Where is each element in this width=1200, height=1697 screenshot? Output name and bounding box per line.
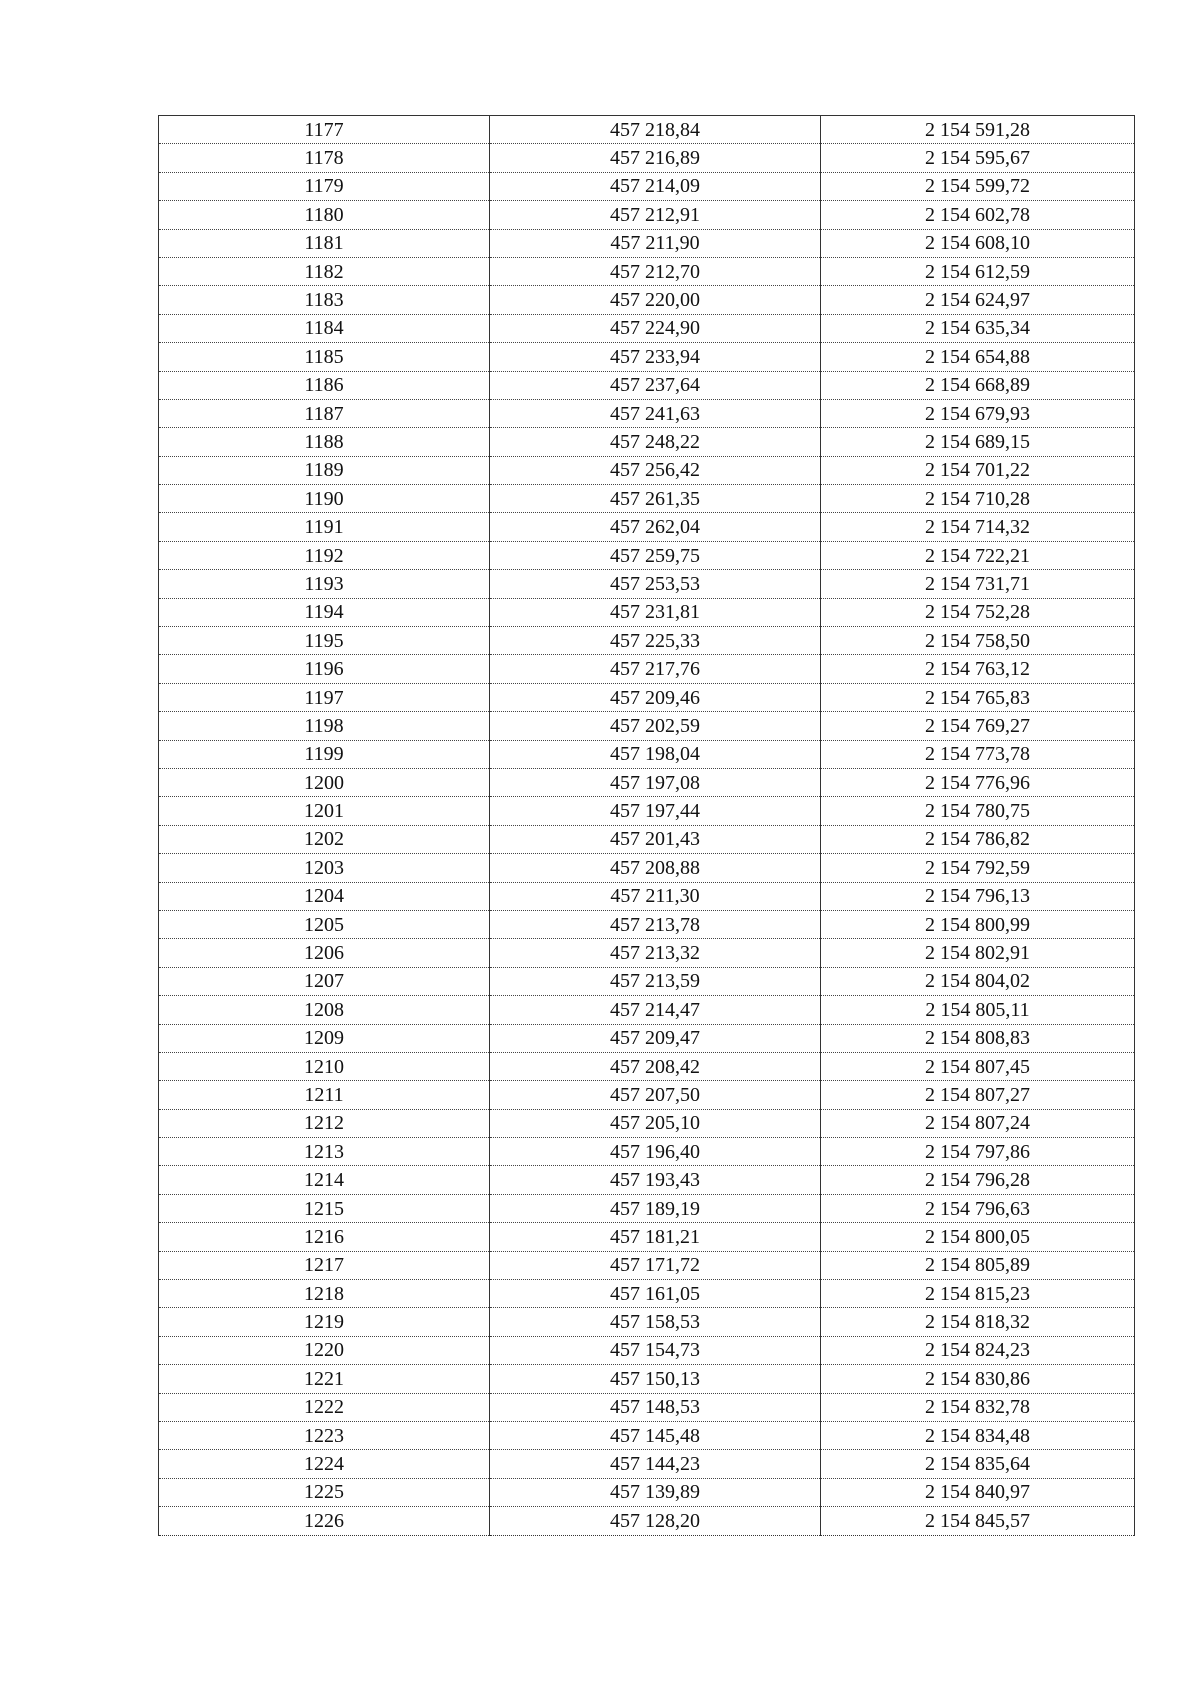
x-coordinate-cell: 457 198,04 bbox=[490, 740, 821, 768]
x-coordinate-cell: 457 197,08 bbox=[490, 768, 821, 796]
table-row bbox=[159, 399, 1135, 427]
point-number-cell: 1208 bbox=[159, 996, 490, 1024]
table-row bbox=[159, 1421, 1135, 1449]
point-number-cell: 1192 bbox=[159, 541, 490, 569]
table-row bbox=[159, 655, 1135, 683]
point-number-cell: 1177 bbox=[159, 116, 490, 144]
x-coordinate-cell: 457 237,64 bbox=[490, 371, 821, 399]
table-row bbox=[159, 712, 1135, 740]
y-coordinate-cell: 2 154 815,23 bbox=[821, 1280, 1135, 1308]
y-coordinate-cell: 2 154 802,91 bbox=[821, 939, 1135, 967]
point-number-cell: 1180 bbox=[159, 201, 490, 229]
table-row bbox=[159, 1336, 1135, 1364]
y-coordinate-cell: 2 154 765,83 bbox=[821, 683, 1135, 711]
point-number-cell: 1225 bbox=[159, 1478, 490, 1506]
point-number-cell: 1211 bbox=[159, 1081, 490, 1109]
x-coordinate-cell: 457 161,05 bbox=[490, 1280, 821, 1308]
y-coordinate-cell: 2 154 834,48 bbox=[821, 1421, 1135, 1449]
x-coordinate-cell: 457 231,81 bbox=[490, 598, 821, 626]
x-coordinate-cell: 457 207,50 bbox=[490, 1081, 821, 1109]
y-coordinate-cell: 2 154 679,93 bbox=[821, 399, 1135, 427]
x-coordinate-cell: 457 212,70 bbox=[490, 257, 821, 285]
y-coordinate-cell: 2 154 796,13 bbox=[821, 882, 1135, 910]
point-number-cell: 1199 bbox=[159, 740, 490, 768]
point-number-cell: 1194 bbox=[159, 598, 490, 626]
x-coordinate-cell: 457 209,46 bbox=[490, 683, 821, 711]
point-number-cell: 1214 bbox=[159, 1166, 490, 1194]
x-coordinate-cell: 457 225,33 bbox=[490, 627, 821, 655]
table-row bbox=[159, 513, 1135, 541]
table-row bbox=[159, 967, 1135, 995]
x-coordinate-cell: 457 189,19 bbox=[490, 1194, 821, 1222]
x-coordinate-cell: 457 253,53 bbox=[490, 570, 821, 598]
point-number-cell: 1198 bbox=[159, 712, 490, 740]
point-number-cell: 1195 bbox=[159, 627, 490, 655]
table-row bbox=[159, 1308, 1135, 1336]
table-row bbox=[159, 1223, 1135, 1251]
y-coordinate-cell: 2 154 612,59 bbox=[821, 257, 1135, 285]
x-coordinate-cell: 457 197,44 bbox=[490, 797, 821, 825]
table-row bbox=[159, 996, 1135, 1024]
x-coordinate-cell: 457 241,63 bbox=[490, 399, 821, 427]
x-coordinate-cell: 457 217,76 bbox=[490, 655, 821, 683]
point-number-cell: 1181 bbox=[159, 229, 490, 257]
x-coordinate-cell: 457 202,59 bbox=[490, 712, 821, 740]
table-row bbox=[159, 428, 1135, 456]
y-coordinate-cell: 2 154 689,15 bbox=[821, 428, 1135, 456]
x-coordinate-cell: 457 213,78 bbox=[490, 910, 821, 938]
point-number-cell: 1219 bbox=[159, 1308, 490, 1336]
table-row bbox=[159, 1138, 1135, 1166]
x-coordinate-cell: 457 158,53 bbox=[490, 1308, 821, 1336]
table-row bbox=[159, 1393, 1135, 1421]
table-row bbox=[159, 257, 1135, 285]
x-coordinate-cell: 457 212,91 bbox=[490, 201, 821, 229]
table-row bbox=[159, 1194, 1135, 1222]
x-coordinate-cell: 457 218,84 bbox=[490, 116, 821, 144]
y-coordinate-cell: 2 154 635,34 bbox=[821, 314, 1135, 342]
x-coordinate-cell: 457 201,43 bbox=[490, 825, 821, 853]
y-coordinate-cell: 2 154 599,72 bbox=[821, 172, 1135, 200]
point-number-cell: 1204 bbox=[159, 882, 490, 910]
point-number-cell: 1200 bbox=[159, 768, 490, 796]
x-coordinate-cell: 457 208,42 bbox=[490, 1052, 821, 1080]
table-row bbox=[159, 1024, 1135, 1052]
y-coordinate-cell: 2 154 805,89 bbox=[821, 1251, 1135, 1279]
table-row bbox=[159, 286, 1135, 314]
y-coordinate-cell: 2 154 722,21 bbox=[821, 541, 1135, 569]
table-row bbox=[159, 456, 1135, 484]
table-row bbox=[159, 371, 1135, 399]
point-number-cell: 1218 bbox=[159, 1280, 490, 1308]
y-coordinate-cell: 2 154 792,59 bbox=[821, 854, 1135, 882]
y-coordinate-cell: 2 154 808,83 bbox=[821, 1024, 1135, 1052]
y-coordinate-cell: 2 154 780,75 bbox=[821, 797, 1135, 825]
point-number-cell: 1184 bbox=[159, 314, 490, 342]
point-number-cell: 1212 bbox=[159, 1109, 490, 1137]
y-coordinate-cell: 2 154 624,97 bbox=[821, 286, 1135, 314]
x-coordinate-cell: 457 214,47 bbox=[490, 996, 821, 1024]
x-coordinate-cell: 457 216,89 bbox=[490, 144, 821, 172]
y-coordinate-cell: 2 154 731,71 bbox=[821, 570, 1135, 598]
table-row bbox=[159, 1365, 1135, 1393]
y-coordinate-cell: 2 154 668,89 bbox=[821, 371, 1135, 399]
y-coordinate-cell: 2 154 807,45 bbox=[821, 1052, 1135, 1080]
x-coordinate-cell: 457 196,40 bbox=[490, 1138, 821, 1166]
y-coordinate-cell: 2 154 591,28 bbox=[821, 116, 1135, 144]
coordinates-table-body bbox=[159, 116, 1135, 1536]
table-row bbox=[159, 740, 1135, 768]
table-row bbox=[159, 485, 1135, 513]
y-coordinate-cell: 2 154 714,32 bbox=[821, 513, 1135, 541]
point-number-cell: 1197 bbox=[159, 683, 490, 711]
table-row bbox=[159, 172, 1135, 200]
point-number-cell: 1186 bbox=[159, 371, 490, 399]
y-coordinate-cell: 2 154 786,82 bbox=[821, 825, 1135, 853]
x-coordinate-cell: 457 148,53 bbox=[490, 1393, 821, 1421]
point-number-cell: 1209 bbox=[159, 1024, 490, 1052]
table-row bbox=[159, 1478, 1135, 1506]
x-coordinate-cell: 457 220,00 bbox=[490, 286, 821, 314]
point-number-cell: 1216 bbox=[159, 1223, 490, 1251]
table-row bbox=[159, 229, 1135, 257]
y-coordinate-cell: 2 154 800,05 bbox=[821, 1223, 1135, 1251]
y-coordinate-cell: 2 154 800,99 bbox=[821, 910, 1135, 938]
point-number-cell: 1215 bbox=[159, 1194, 490, 1222]
y-coordinate-cell: 2 154 769,27 bbox=[821, 712, 1135, 740]
x-coordinate-cell: 457 209,47 bbox=[490, 1024, 821, 1052]
table-row bbox=[159, 144, 1135, 172]
point-number-cell: 1223 bbox=[159, 1421, 490, 1449]
table-row bbox=[159, 116, 1135, 144]
point-number-cell: 1207 bbox=[159, 967, 490, 995]
table-row bbox=[159, 1251, 1135, 1279]
x-coordinate-cell: 457 145,48 bbox=[490, 1421, 821, 1449]
point-number-cell: 1191 bbox=[159, 513, 490, 541]
y-coordinate-cell: 2 154 758,50 bbox=[821, 627, 1135, 655]
y-coordinate-cell: 2 154 776,96 bbox=[821, 768, 1135, 796]
point-number-cell: 1213 bbox=[159, 1138, 490, 1166]
table-row bbox=[159, 343, 1135, 371]
y-coordinate-cell: 2 154 807,24 bbox=[821, 1109, 1135, 1137]
point-number-cell: 1196 bbox=[159, 655, 490, 683]
x-coordinate-cell: 457 261,35 bbox=[490, 485, 821, 513]
y-coordinate-cell: 2 154 835,64 bbox=[821, 1450, 1135, 1478]
table-row bbox=[159, 683, 1135, 711]
x-coordinate-cell: 457 128,20 bbox=[490, 1507, 821, 1535]
x-coordinate-cell: 457 214,09 bbox=[490, 172, 821, 200]
y-coordinate-cell: 2 154 845,57 bbox=[821, 1507, 1135, 1535]
y-coordinate-cell: 2 154 797,86 bbox=[821, 1138, 1135, 1166]
y-coordinate-cell: 2 154 805,11 bbox=[821, 996, 1135, 1024]
y-coordinate-cell: 2 154 710,28 bbox=[821, 485, 1135, 513]
x-coordinate-cell: 457 154,73 bbox=[490, 1336, 821, 1364]
y-coordinate-cell: 2 154 654,88 bbox=[821, 343, 1135, 371]
y-coordinate-cell: 2 154 701,22 bbox=[821, 456, 1135, 484]
table-row bbox=[159, 1166, 1135, 1194]
table-row bbox=[159, 825, 1135, 853]
y-coordinate-cell: 2 154 796,63 bbox=[821, 1194, 1135, 1222]
point-number-cell: 1179 bbox=[159, 172, 490, 200]
x-coordinate-cell: 457 248,22 bbox=[490, 428, 821, 456]
point-number-cell: 1203 bbox=[159, 854, 490, 882]
x-coordinate-cell: 457 171,72 bbox=[490, 1251, 821, 1279]
x-coordinate-cell: 457 262,04 bbox=[490, 513, 821, 541]
x-coordinate-cell: 457 208,88 bbox=[490, 854, 821, 882]
table-row bbox=[159, 201, 1135, 229]
y-coordinate-cell: 2 154 804,02 bbox=[821, 967, 1135, 995]
table-row bbox=[159, 1280, 1135, 1308]
y-coordinate-cell: 2 154 818,32 bbox=[821, 1308, 1135, 1336]
point-number-cell: 1178 bbox=[159, 144, 490, 172]
table-row bbox=[159, 854, 1135, 882]
table-row bbox=[159, 598, 1135, 626]
point-number-cell: 1210 bbox=[159, 1052, 490, 1080]
coordinates-table bbox=[158, 115, 1135, 1536]
point-number-cell: 1222 bbox=[159, 1393, 490, 1421]
point-number-cell: 1202 bbox=[159, 825, 490, 853]
x-coordinate-cell: 457 205,10 bbox=[490, 1109, 821, 1137]
table-row bbox=[159, 627, 1135, 655]
y-coordinate-cell: 2 154 824,23 bbox=[821, 1336, 1135, 1364]
table-row bbox=[159, 1450, 1135, 1478]
x-coordinate-cell: 457 213,59 bbox=[490, 967, 821, 995]
point-number-cell: 1182 bbox=[159, 257, 490, 285]
table-row bbox=[159, 882, 1135, 910]
point-number-cell: 1217 bbox=[159, 1251, 490, 1279]
x-coordinate-cell: 457 224,90 bbox=[490, 314, 821, 342]
x-coordinate-cell: 457 144,23 bbox=[490, 1450, 821, 1478]
y-coordinate-cell: 2 154 602,78 bbox=[821, 201, 1135, 229]
table-row bbox=[159, 768, 1135, 796]
point-number-cell: 1205 bbox=[159, 910, 490, 938]
x-coordinate-cell: 457 256,42 bbox=[490, 456, 821, 484]
point-number-cell: 1206 bbox=[159, 939, 490, 967]
x-coordinate-cell: 457 211,30 bbox=[490, 882, 821, 910]
point-number-cell: 1226 bbox=[159, 1507, 490, 1535]
point-number-cell: 1189 bbox=[159, 456, 490, 484]
y-coordinate-cell: 2 154 796,28 bbox=[821, 1166, 1135, 1194]
y-coordinate-cell: 2 154 773,78 bbox=[821, 740, 1135, 768]
table-row bbox=[159, 1081, 1135, 1109]
x-coordinate-cell: 457 259,75 bbox=[490, 541, 821, 569]
point-number-cell: 1183 bbox=[159, 286, 490, 314]
table-row bbox=[159, 797, 1135, 825]
y-coordinate-cell: 2 154 807,27 bbox=[821, 1081, 1135, 1109]
y-coordinate-cell: 2 154 608,10 bbox=[821, 229, 1135, 257]
y-coordinate-cell: 2 154 763,12 bbox=[821, 655, 1135, 683]
x-coordinate-cell: 457 193,43 bbox=[490, 1166, 821, 1194]
table-row bbox=[159, 1109, 1135, 1137]
x-coordinate-cell: 457 139,89 bbox=[490, 1478, 821, 1506]
x-coordinate-cell: 457 150,13 bbox=[490, 1365, 821, 1393]
table-row bbox=[159, 1052, 1135, 1080]
x-coordinate-cell: 457 211,90 bbox=[490, 229, 821, 257]
y-coordinate-cell: 2 154 595,67 bbox=[821, 144, 1135, 172]
point-number-cell: 1221 bbox=[159, 1365, 490, 1393]
point-number-cell: 1193 bbox=[159, 570, 490, 598]
x-coordinate-cell: 457 181,21 bbox=[490, 1223, 821, 1251]
table-row bbox=[159, 910, 1135, 938]
table-row bbox=[159, 1507, 1135, 1535]
x-coordinate-cell: 457 233,94 bbox=[490, 343, 821, 371]
table-row bbox=[159, 541, 1135, 569]
table-row bbox=[159, 939, 1135, 967]
point-number-cell: 1220 bbox=[159, 1336, 490, 1364]
point-number-cell: 1224 bbox=[159, 1450, 490, 1478]
y-coordinate-cell: 2 154 752,28 bbox=[821, 598, 1135, 626]
y-coordinate-cell: 2 154 830,86 bbox=[821, 1365, 1135, 1393]
point-number-cell: 1188 bbox=[159, 428, 490, 456]
point-number-cell: 1201 bbox=[159, 797, 490, 825]
point-number-cell: 1187 bbox=[159, 399, 490, 427]
point-number-cell: 1190 bbox=[159, 485, 490, 513]
y-coordinate-cell: 2 154 840,97 bbox=[821, 1478, 1135, 1506]
x-coordinate-cell: 457 213,32 bbox=[490, 939, 821, 967]
table-row bbox=[159, 570, 1135, 598]
y-coordinate-cell: 2 154 832,78 bbox=[821, 1393, 1135, 1421]
point-number-cell: 1185 bbox=[159, 343, 490, 371]
table-row bbox=[159, 314, 1135, 342]
